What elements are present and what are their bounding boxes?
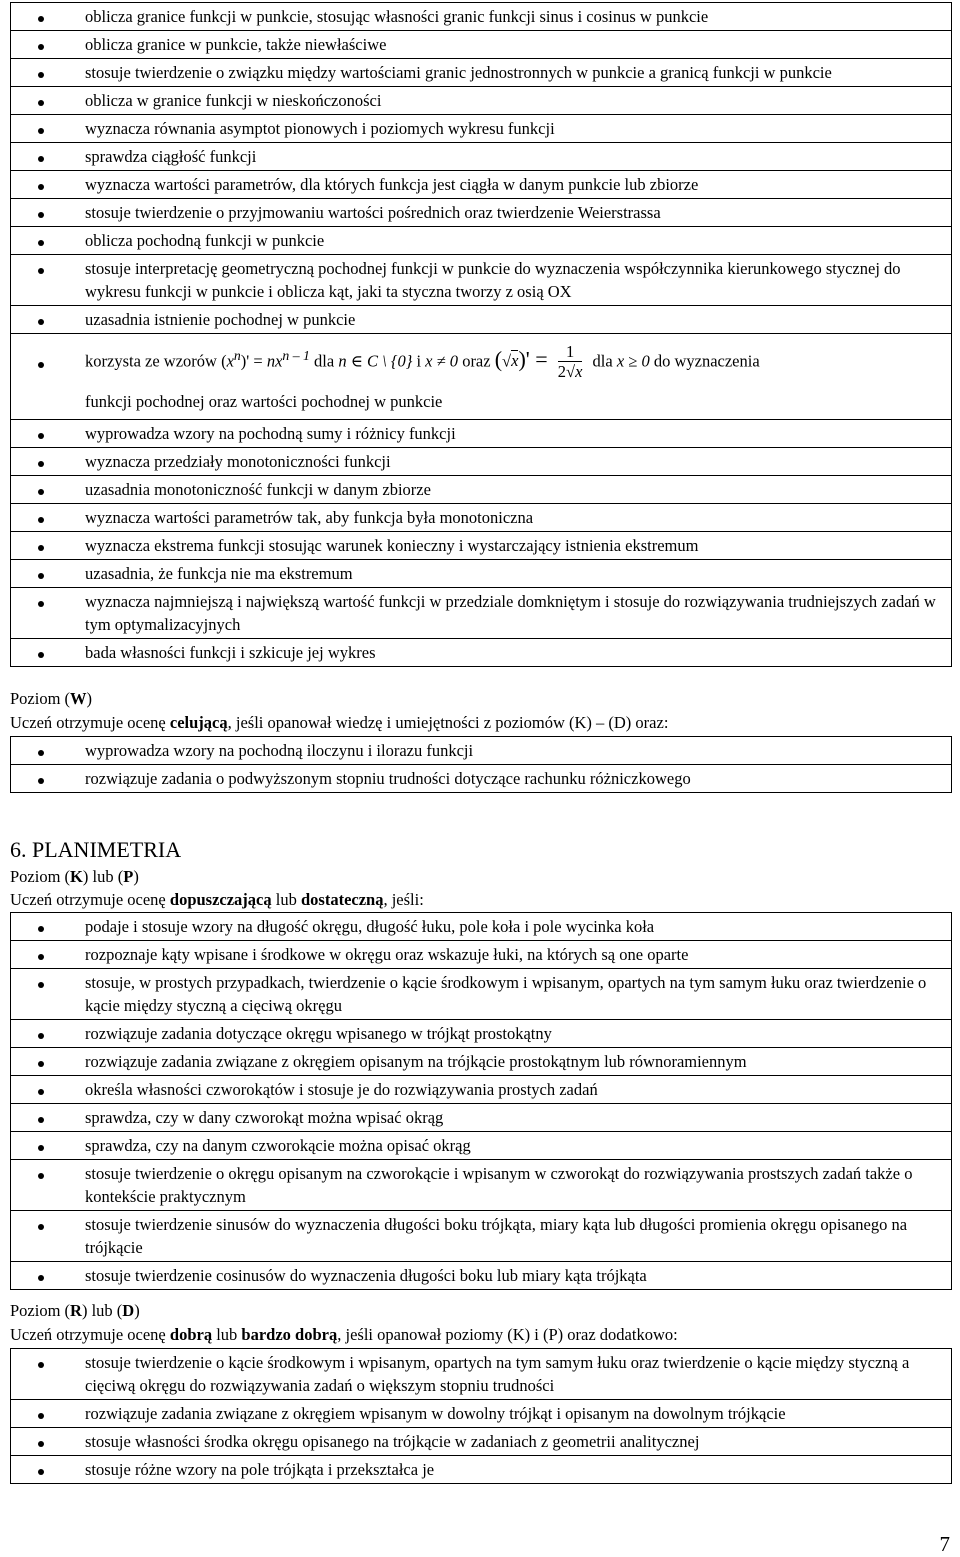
list-item xyxy=(11,1456,952,1484)
list-item xyxy=(11,560,952,588)
bullet-icon xyxy=(38,184,44,190)
list-item xyxy=(11,504,952,532)
list-item-text: oblicza pochodną funkcji w punkcie xyxy=(71,227,952,255)
bullet-icon xyxy=(38,72,44,78)
bullet-icon xyxy=(38,1117,44,1123)
formula-line: korzysta ze wzorów $(x^n)' = nx^{n - 1}$ dla n ∈ C \ {0} i x ≠ 0 oraz (√x)' = $\frac{1}{2√x}$ dla x ≥ 0 do wyznaczenia xyxy=(85,342,760,381)
bullet-icon xyxy=(38,954,44,960)
list-item xyxy=(11,1428,952,1456)
list-item-text: oblicza granice w punkcie, także niewłaściwe xyxy=(71,31,952,59)
bullet-icon xyxy=(38,461,44,467)
list-item-text: uzasadnia monotoniczność funkcji w danym zbiorze xyxy=(71,476,952,504)
list-block-w xyxy=(10,736,952,793)
list-item xyxy=(11,3,952,31)
list-item-text: wyznacza równania asymptot pionowych i poziomych wykresu funkcji xyxy=(71,115,952,143)
list-item xyxy=(11,913,952,941)
list-item xyxy=(11,87,952,115)
list-item-text: oblicza granice funkcji w punkcie, stosując własności granic funkcji sinus i cosinus w punkcie xyxy=(71,3,952,31)
list-item xyxy=(11,1349,952,1400)
list-item xyxy=(11,420,952,448)
list-item xyxy=(11,1160,952,1211)
list-item-text: rozwiązuje zadania dotyczące okręgu wpisanego w trójkąt prostokątny xyxy=(71,1020,952,1048)
list-item-text: wyprowadza wzory na pochodną sumy i różnicy funkcji xyxy=(71,420,952,448)
bullet-icon xyxy=(38,1224,44,1230)
level-w-intro: Uczeń otrzymuje ocenę celującą, jeśli opanował wiedzę i umiejętności z poziomów (K) – (D) oraz: xyxy=(10,713,669,732)
list-item xyxy=(11,59,952,87)
list-item-text: rozwiązuje zadania związane z okręgiem opisanym na trójkącie prostokątnym lub równoramiennym xyxy=(71,1048,952,1076)
list-item xyxy=(11,532,952,560)
bullet-icon xyxy=(38,44,44,50)
bullet-icon xyxy=(38,100,44,106)
bullet-icon xyxy=(38,1061,44,1067)
list-item-text: uzasadnia, że funkcja nie ma ekstremum xyxy=(71,560,952,588)
list-item-text: wyznacza wartości parametrów tak, aby funkcja była monotoniczna xyxy=(71,504,952,532)
list-item-text: rozwiązuje zadania o podwyższonym stopniu trudności dotyczące rachunku różniczkowego xyxy=(71,765,952,793)
page-number: 7 xyxy=(939,1532,950,1556)
bullet-icon xyxy=(38,1089,44,1095)
list-item-text: sprawdza, czy w dany czworokąt można wpisać okrąg xyxy=(71,1104,952,1132)
list-item-text: oblicza w granice funkcji w nieskończoności xyxy=(71,87,952,115)
bullet-icon xyxy=(38,750,44,756)
list-item-text: stosuje twierdzenie sinusów do wyznaczenia długości boku trójkąta, miary kąta lub długości promienia okręgu opisanego na trójkącie xyxy=(71,1211,952,1262)
bullet-icon xyxy=(38,1413,44,1419)
list-item-text: wyznacza przedziały monotoniczności funkcji xyxy=(71,448,952,476)
bullet-icon xyxy=(38,778,44,784)
list-item-text: podaje i stosuje wzory na długość okręgu, długość łuku, pole koła i pole wycinka koła xyxy=(71,913,952,941)
list-item-text: stosuje własności środka okręgu opisanego na trójkącie w zadaniach z geometrii analitycznej xyxy=(71,1428,952,1456)
bullet-icon xyxy=(38,1362,44,1368)
list-item xyxy=(11,199,952,227)
list-item xyxy=(11,143,952,171)
list-item xyxy=(11,171,952,199)
list-item xyxy=(11,1262,952,1290)
bullet-icon xyxy=(38,926,44,932)
list-item xyxy=(11,31,952,59)
bullet-icon xyxy=(38,573,44,579)
list-item xyxy=(11,1048,952,1076)
list-item xyxy=(11,941,952,969)
list-item xyxy=(11,765,952,793)
list-item xyxy=(11,737,952,765)
list-item-text: stosuje różne wzory na pole trójkąta i przekształca je xyxy=(71,1456,952,1484)
list-item xyxy=(11,1076,952,1104)
list-item xyxy=(11,1104,952,1132)
list-item-text: wyznacza wartości parametrów, dla których funkcja jest ciągła w danym punkcie lub zbiorze xyxy=(71,171,952,199)
list-item xyxy=(11,1211,952,1262)
fraction: $\frac{1}{2√x}$ xyxy=(557,342,583,381)
bullet-icon xyxy=(38,1145,44,1151)
list-item xyxy=(11,1020,952,1048)
list-item xyxy=(11,1400,952,1428)
bullet-icon xyxy=(38,319,44,325)
list-item-text: stosuje twierdzenie o kącie środkowym i wpisanym, opartych na tym samym łuku oraz twierdzenie o kącie między styczną a cięciwą okręgu do rozwiązywania zadań o większym stopniu trudności xyxy=(71,1349,952,1400)
bullet-icon xyxy=(38,1173,44,1179)
list-item-text: uzasadnia istnienie pochodnej w punkcie xyxy=(71,306,952,334)
bullet-icon xyxy=(38,128,44,134)
list-item-text: stosuje twierdzenie cosinusów do wyznaczenia długości boku lub miary kąta trójkąta xyxy=(71,1262,952,1290)
list-item-text: stosuje twierdzenie o przyjmowaniu wartości pośrednich oraz twierdzenie Weierstrassa xyxy=(71,199,952,227)
list-item xyxy=(11,255,952,306)
list-item-text: rozpoznaje kąty wpisane i środkowe w okręgu oraz wskazuje łuki, na których są one oparte xyxy=(71,941,952,969)
bullet-icon xyxy=(38,16,44,22)
level-kp-heading: Poziom (K) lub (P) xyxy=(10,867,139,886)
list-item xyxy=(11,476,952,504)
bullet-icon xyxy=(38,1441,44,1447)
list-item-text: wyznacza najmniejszą i największą wartość funkcji w przedziale domkniętym i stosuje do rozwiązywania trudniejszych zadań w tym optymalizacyjnych xyxy=(71,588,952,639)
bullet-icon xyxy=(38,1275,44,1281)
bullet-icon xyxy=(38,1033,44,1039)
list-item-text: wyznacza ekstrema funkcji stosując warunek konieczny i wystarczający istnienia ekstremum xyxy=(71,532,952,560)
list-item-text: stosuje twierdzenie o okręgu opisanym na czworokącie i wpisanym w czworokąt do rozwiązywania prostszych zadań także o kontekście praktycznym xyxy=(71,1160,952,1211)
list-item-text: sprawdza ciągłość funkcji xyxy=(71,143,952,171)
bullet-icon xyxy=(38,362,44,368)
list-item-text: bada własności funkcji i szkicuje jej wykres xyxy=(71,639,952,667)
bullet-icon xyxy=(38,517,44,523)
list-block-rd xyxy=(10,1348,952,1484)
list-item xyxy=(11,448,952,476)
bullet-icon xyxy=(38,156,44,162)
list-item xyxy=(11,227,952,255)
bullet-icon xyxy=(38,240,44,246)
level-rd-intro: Uczeń otrzymuje ocenę dobrą lub bardzo dobrą, jeśli opanował poziomy (K) i (P) oraz dodatkowo: xyxy=(10,1325,678,1344)
list-item-text: sprawdza, czy na danym czworokącie można opisać okrąg xyxy=(71,1132,952,1160)
bullet-icon xyxy=(38,212,44,218)
list-item xyxy=(11,588,952,639)
list-item-text: stosuje interpretację geometryczną pochodnej funkcji w punkcie do wyznaczenia współczynnika kierunkowego stycznej do wykresu funkcji w punkcie i oblicza kąt, jaki ta styczna tworzy z osią OX xyxy=(71,255,952,306)
list-item-text: stosuje, w prostych przypadkach, twierdzenie o kącie środkowym i wpisanym, opartych na tym samym łuku oraz twierdzenie o kącie między styczną a cięciwą okręgu xyxy=(71,969,952,1020)
list-item xyxy=(11,969,952,1020)
list-block-kp xyxy=(10,912,952,1290)
bullet-icon xyxy=(38,1469,44,1475)
chapter-title: 6. PLANIMETRIA xyxy=(10,837,182,862)
bullet-icon xyxy=(38,489,44,495)
bullet-icon xyxy=(38,545,44,551)
list-item xyxy=(11,639,952,667)
list-item-text: stosuje twierdzenie o związku między wartościami granic jednostronnych w punkcie a granicą funkcji w punkcie xyxy=(71,59,952,87)
bullet-icon xyxy=(38,433,44,439)
bullet-icon xyxy=(38,652,44,658)
bullet-icon xyxy=(38,268,44,274)
list-item-text: rozwiązuje zadania związane z okręgiem wpisanym w dowolny trójkąt i opisanym na dowolnym trójkącie xyxy=(71,1400,952,1428)
list-item-text: wyprowadza wzory na pochodną iloczynu i ilorazu funkcji xyxy=(71,737,952,765)
bullet-icon xyxy=(38,601,44,607)
level-kp-intro: Uczeń otrzymuje ocenę dopuszczającą lub dostateczną, jeśli: xyxy=(10,890,424,909)
bullet-icon xyxy=(38,982,44,988)
list-item-formula: korzysta ze wzorów $(x^n)' = nx^{n - 1}$ dla n ∈ C \ {0} i x ≠ 0 oraz (√x)' = $\frac{1}{2√x}$ dla x ≥ 0 do wyznaczenia funkcji pochodnej oraz wartości pochodnej w punkcie xyxy=(11,334,952,420)
list-block-1 xyxy=(10,2,952,667)
list-item xyxy=(11,115,952,143)
list-item-text: określa własności czworokątów i stosuje je do rozwiązywania prostych zadań xyxy=(71,1076,952,1104)
list-item xyxy=(11,306,952,334)
level-w-heading: Poziom (W) xyxy=(10,689,93,708)
level-rd-heading: Poziom (R) lub (D) xyxy=(10,1301,140,1320)
list-item xyxy=(11,1132,952,1160)
